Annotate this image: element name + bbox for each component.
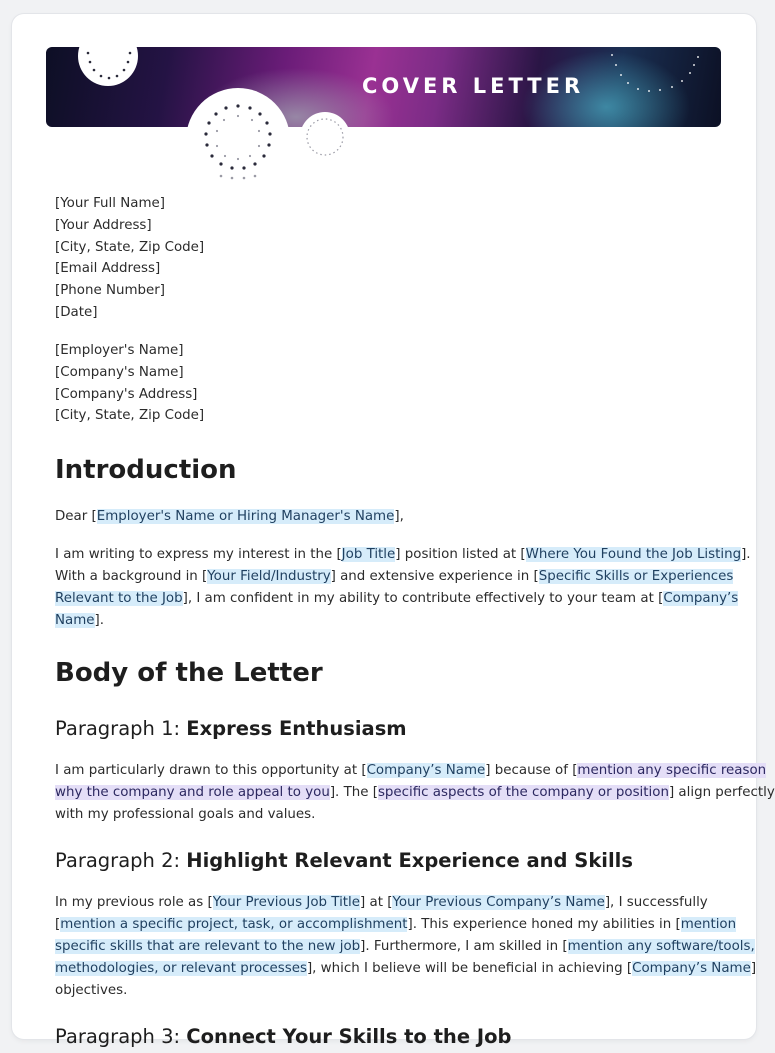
p1-line-3: with my professional goals and values. bbox=[55, 807, 316, 822]
sender-date: [Date] bbox=[55, 305, 98, 320]
placeholder-field: Your Previous Job Title bbox=[212, 895, 361, 910]
placeholder-field: Your Previous Company’s Name bbox=[392, 895, 605, 910]
recipient-name: [Employer's Name] bbox=[55, 343, 184, 358]
document-title: COVER LETTER bbox=[362, 74, 585, 98]
intro-paragraph-line-1: I am writing to express my interest in the [Job Title] position listed at [Where You Found the Job Listing]. bbox=[55, 547, 751, 562]
placeholder-field: Company’s Name bbox=[632, 961, 751, 976]
sender-phone: [Phone Number] bbox=[55, 283, 165, 298]
placeholder-field: specific aspects of the company or position bbox=[377, 785, 669, 800]
placeholder-field: Specific Skills or Experiences bbox=[538, 569, 734, 584]
sender-address: [Your Address] bbox=[55, 218, 152, 233]
placeholder-field: mention bbox=[680, 917, 737, 932]
sender-name: [Your Full Name] bbox=[55, 196, 165, 211]
sender-city: [City, State, Zip Code] bbox=[55, 240, 205, 255]
paragraph-3-heading: Paragraph 3: Connect Your Skills to the Job bbox=[55, 1025, 512, 1048]
placeholder-field: Employer's Name or Hiring Manager's Name bbox=[96, 509, 395, 524]
paragraph-1-heading: Paragraph 1: Express Enthusiasm bbox=[55, 717, 407, 740]
p2-line-3: specific skills that are relevant to the new job]. Furthermore, I am skilled in [mention any software/tools, bbox=[55, 939, 755, 954]
salutation: Dear [Employer's Name or Hiring Manager's Name], bbox=[55, 509, 404, 524]
p2-line-4: methodologies, or relevant processes], which I believe will be beneficial in achieving [Company’s Name] bbox=[55, 961, 757, 976]
placeholder-field: methodologies, or relevant processes bbox=[55, 961, 307, 976]
p1-line-1: I am particularly drawn to this opportunity at [Company’s Name] because of [mention any specific reason bbox=[55, 763, 767, 778]
placeholder-field: mention any specific reason bbox=[577, 763, 767, 778]
recipient-city: [City, State, Zip Code] bbox=[55, 408, 205, 423]
placeholder-field: mention a specific project, task, or accomplishment bbox=[60, 917, 408, 932]
decorative-circles-icon bbox=[46, 34, 376, 194]
intro-paragraph-line-3: Relevant to the Job], I am confident in my ability to contribute effectively to your team at [Company’s bbox=[55, 591, 739, 606]
placeholder-field: Your Field/Industry bbox=[207, 569, 331, 584]
intro-paragraph-line-4: Name]. bbox=[55, 613, 104, 628]
recipient-company: [Company's Name] bbox=[55, 365, 184, 380]
placeholder-field: Relevant to the Job bbox=[55, 591, 183, 606]
placeholder-field: why the company and role appeal to you bbox=[55, 785, 330, 800]
placeholder-field: Company’s bbox=[663, 591, 739, 606]
placeholder-field: Job Title bbox=[341, 547, 396, 562]
p1-line-2: why the company and role appeal to you]. The [specific aspects of the company or position] align perfectly bbox=[55, 785, 775, 800]
introduction-heading: Introduction bbox=[55, 455, 237, 485]
paragraph-2-heading: Paragraph 2: Highlight Relevant Experience and Skills bbox=[55, 849, 633, 872]
placeholder-field: Where You Found the Job Listing bbox=[525, 547, 742, 562]
placeholder-field: mention any software/tools, bbox=[567, 939, 755, 954]
body-heading: Body of the Letter bbox=[55, 658, 323, 688]
recipient-address: [Company's Address] bbox=[55, 387, 198, 402]
sender-email: [Email Address] bbox=[55, 261, 161, 276]
intro-paragraph-line-2: With a background in [Your Field/Industry] and extensive experience in [Specific Skills or Experiences bbox=[55, 569, 734, 584]
placeholder-field: Name bbox=[55, 613, 95, 628]
document-page bbox=[12, 14, 775, 1048]
p2-line-1: In my previous role as [Your Previous Job Title] at [Your Previous Company’s Name], I successfully bbox=[55, 895, 708, 910]
placeholder-field: Company’s Name bbox=[366, 763, 486, 778]
p2-line-5: objectives. bbox=[55, 983, 128, 998]
placeholder-field: specific skills that are relevant to the new job bbox=[55, 939, 361, 954]
p2-line-2: [mention a specific project, task, or accomplishment]. This experience honed my abilities in [mention bbox=[55, 917, 737, 932]
